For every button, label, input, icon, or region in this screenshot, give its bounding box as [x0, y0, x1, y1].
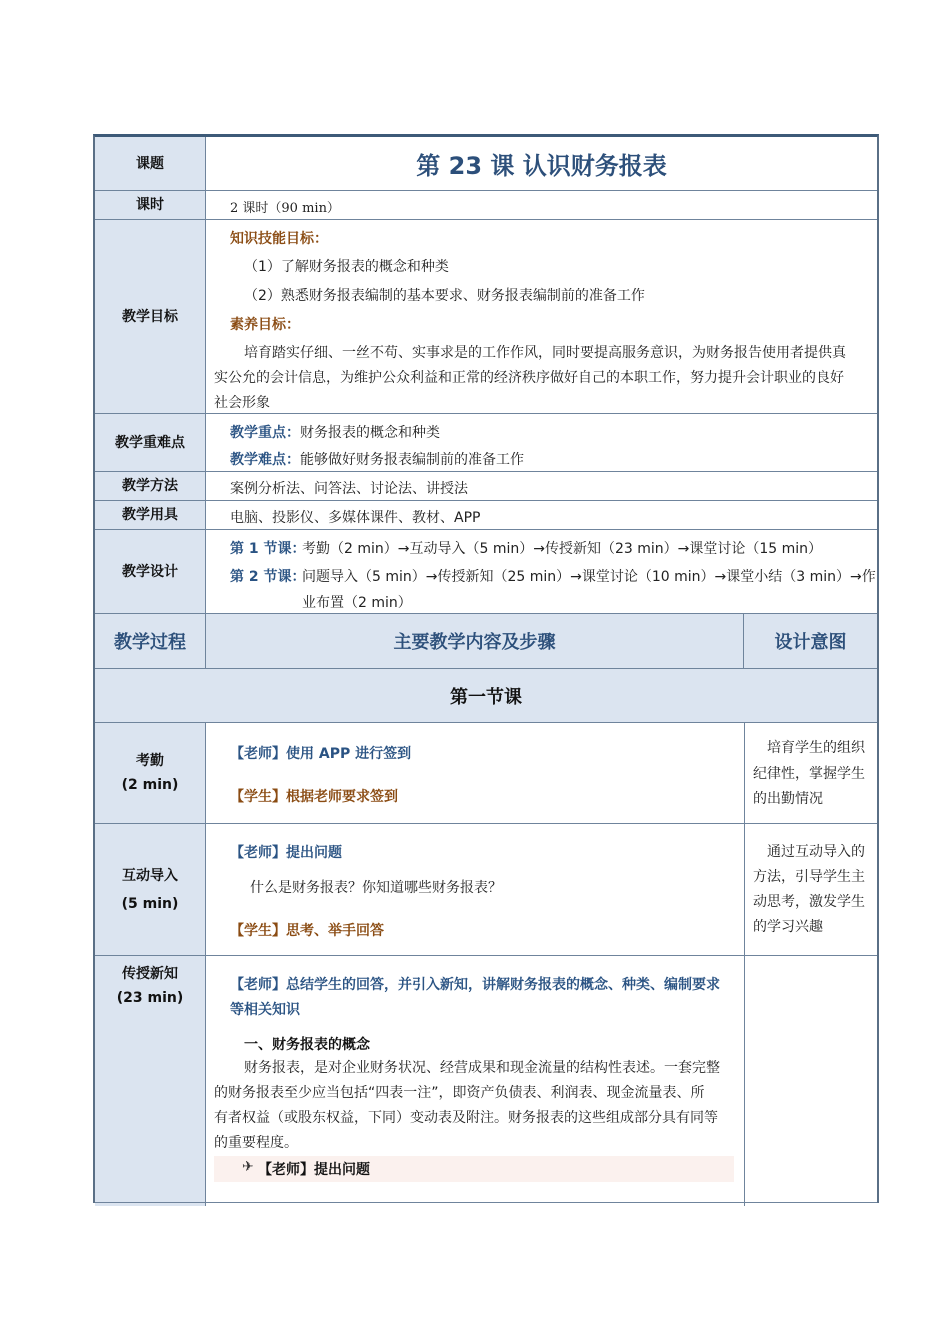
quality-line: 实公允的会计信息，为维护公众利益和正常的经济秩序做好自己的本职工作，努力提升会计职业的良好: [214, 370, 844, 386]
teach-teacher-line2: 等相关知识: [230, 1002, 300, 1018]
concept-heading: 一、财务报表的概念: [244, 1037, 370, 1053]
attendance-teacher: 【老师】使用 APP 进行签到: [230, 746, 412, 762]
row-method: [95, 472, 877, 501]
knowledge-heading: 知识技能目标：: [230, 231, 328, 247]
label-intro: [95, 824, 206, 955]
intro-teacher: 【老师】提出问题: [230, 845, 342, 861]
concept-para-line: 的财务报表至少应当包括“四表一注”，即资产负债表、利润表、现金流量表、所: [214, 1085, 705, 1101]
row-design: [95, 530, 877, 614]
quality-line: 培育踏实仔细、一丝不苟、实事求是的工作作风，同时要提高服务意识，为财务报告使用者提供真: [244, 345, 846, 361]
row-topic: [95, 137, 877, 191]
row-goals: [95, 220, 877, 414]
method-text: 案例分析法、问答法、讨论法、讲授法: [230, 481, 468, 497]
question-prompt: 【老师】提出问题: [258, 1162, 370, 1178]
lesson-plan-table: [93, 134, 879, 1203]
step-teach: [95, 956, 877, 1206]
label-hours: 课时: [95, 191, 206, 219]
knowledge-item: （2）熟悉财务报表编制的基本要求、财务报表编制前的准备工作: [244, 288, 645, 304]
row-tools: [95, 501, 877, 530]
intro-time: (5 min): [121, 895, 179, 912]
label-method: 教学方法: [95, 472, 206, 500]
design-s2-text-cont: 业布置（2 min）: [302, 595, 412, 611]
concept-para-line: 的重要程度。: [214, 1135, 298, 1151]
teach-intent: [744, 956, 877, 1206]
label-design: 教学设计: [95, 530, 206, 613]
label-keypoints: 教学重难点: [95, 414, 206, 471]
quality-heading: 素养目标：: [230, 317, 300, 333]
header-process: 教学过程: [95, 614, 206, 668]
attendance-label: 考勤: [135, 753, 164, 769]
section-1-title-row: [95, 669, 877, 723]
step-attendance: [95, 723, 877, 824]
hours-value: 2 课时（90 min）: [230, 201, 340, 216]
question-prompt-bar: [214, 1156, 734, 1182]
label-topic: 课题: [95, 137, 206, 190]
label-attendance: [95, 723, 206, 823]
concept-para-line: 财务报表，是对企业财务状况、经营成果和现金流量的结构性表述。一套完整: [244, 1060, 720, 1076]
header-content: 主要教学内容及步骤: [206, 614, 744, 668]
intro-intent: 通过互动导入的 方法，引导学生主 动思考，激发学生 的学习兴趣: [744, 824, 877, 955]
difficult-text: 能够做好财务报表编制前的准备工作: [300, 452, 524, 468]
table-bottom-edge: [95, 1202, 877, 1203]
intro-student: 【学生】思考、举手回答: [230, 923, 384, 939]
teach-label: 传授新知: [121, 966, 178, 982]
attendance-student: 【学生】根据老师要求签到: [230, 789, 398, 805]
attendance-intent: 培育学生的组织 纪律性，掌握学生 的出勤情况: [744, 723, 877, 823]
row-hours: [95, 191, 877, 220]
key-text: 财务报表的概念和种类: [300, 425, 440, 441]
teach-time: (23 min): [116, 990, 184, 1006]
design-s1-label: 第 1 节课：: [230, 541, 306, 557]
label-teach: [95, 956, 206, 1206]
difficult-label: 教学难点：: [230, 452, 300, 468]
step-intro: [95, 824, 877, 956]
design-s1-text: 考勤（2 min）→互动导入（5 min）→传授新知（23 min）→课堂讨论（15 min）: [302, 541, 823, 557]
intro-question: 什么是财务报表？你知道哪些财务报表？: [250, 880, 502, 896]
header-intent: 设计意图: [774, 632, 847, 653]
teach-teacher-line1: 【老师】总结学生的回答，并引入新知，讲解财务报表的概念、种类、编制要求: [230, 977, 720, 993]
tools-text: 电脑、投影仪、多媒体课件、教材、APP: [230, 510, 481, 526]
label-tools: 教学用具: [95, 501, 206, 529]
key-label: 教学重点：: [230, 425, 300, 441]
section-1-title: 第一节课: [450, 686, 522, 708]
knowledge-item: （1）了解财务报表的概念和种类: [244, 259, 449, 275]
label-goals: 教学目标: [95, 220, 206, 413]
design-s2-text: 问题导入（5 min）→传授新知（25 min）→课堂讨论（10 min）→课堂小结（3 min）→作: [302, 569, 876, 585]
row-keypoints: [95, 414, 877, 472]
attendance-time: (2 min): [121, 777, 179, 793]
lesson-title: 第 23 课 认识财务报表: [416, 152, 667, 180]
quality-line: 社会形象: [214, 395, 270, 411]
design-s2-label: 第 2 节课：: [230, 569, 306, 585]
intro-label: 互动导入: [121, 867, 178, 884]
concept-para-line: 有者权益（或股东权益，下同）变动表及附注。财务报表的这些组成部分具有同等: [214, 1110, 718, 1126]
plane-icon: ✈: [242, 1159, 254, 1175]
process-header: [95, 614, 877, 669]
